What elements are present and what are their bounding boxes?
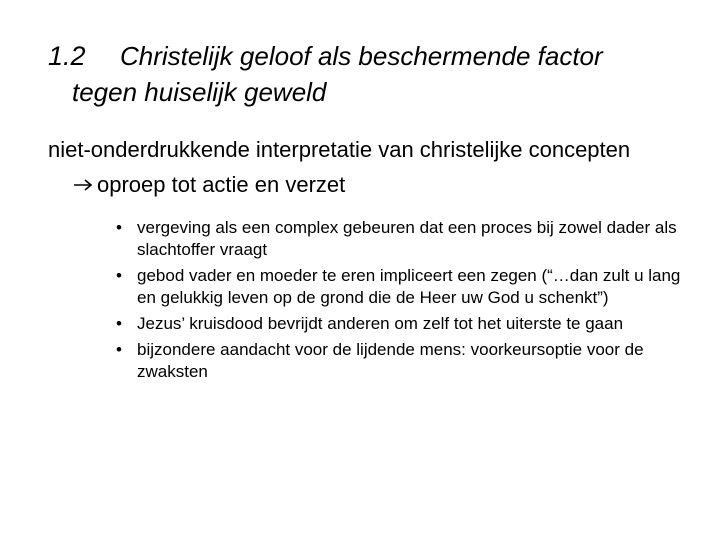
list-item-text: Jezus’ kruisdood bevrijdt anderen om zelf tot het uiterste te gaan <box>137 314 624 333</box>
arrow-text: oproep tot actie en verzet <box>97 172 346 197</box>
slide-title <box>48 38 688 110</box>
list-item <box>113 313 703 335</box>
list-item-text: vergeving als een complex gebeuren dat een proces bij zowel dader als slachtoffer vraagt <box>137 218 677 259</box>
intro-block <box>48 132 708 202</box>
bullet-list <box>113 217 703 387</box>
bullet-icon: • <box>116 340 122 359</box>
title-line-2: tegen huiselijk geweld <box>72 77 327 107</box>
list-item <box>113 265 703 309</box>
bullet-icon: • <box>116 314 122 333</box>
title-line-1: Christelijk geloof als beschermende factor <box>120 41 603 71</box>
bullet-icon: • <box>116 266 122 285</box>
right-arrow-icon <box>73 178 93 192</box>
list-item <box>113 217 703 261</box>
intro-text: niet-onderdrukkende interpretatie van christelijke concepten <box>48 137 631 162</box>
list-item-text: gebod vader en moeder te eren impliceert een zegen (“…dan zult u lang en gelukkig leven op de grond die de Heer uw God u schenkt”) <box>137 266 681 307</box>
list-item-text: bijzondere aandacht voor de lijdende mens: voorkeursoptie voor de zwaksten <box>137 340 644 381</box>
section-number: 1.2 <box>48 41 86 71</box>
arrow-line <box>48 167 708 202</box>
bullet-icon: • <box>116 218 122 237</box>
list-item <box>113 339 703 383</box>
